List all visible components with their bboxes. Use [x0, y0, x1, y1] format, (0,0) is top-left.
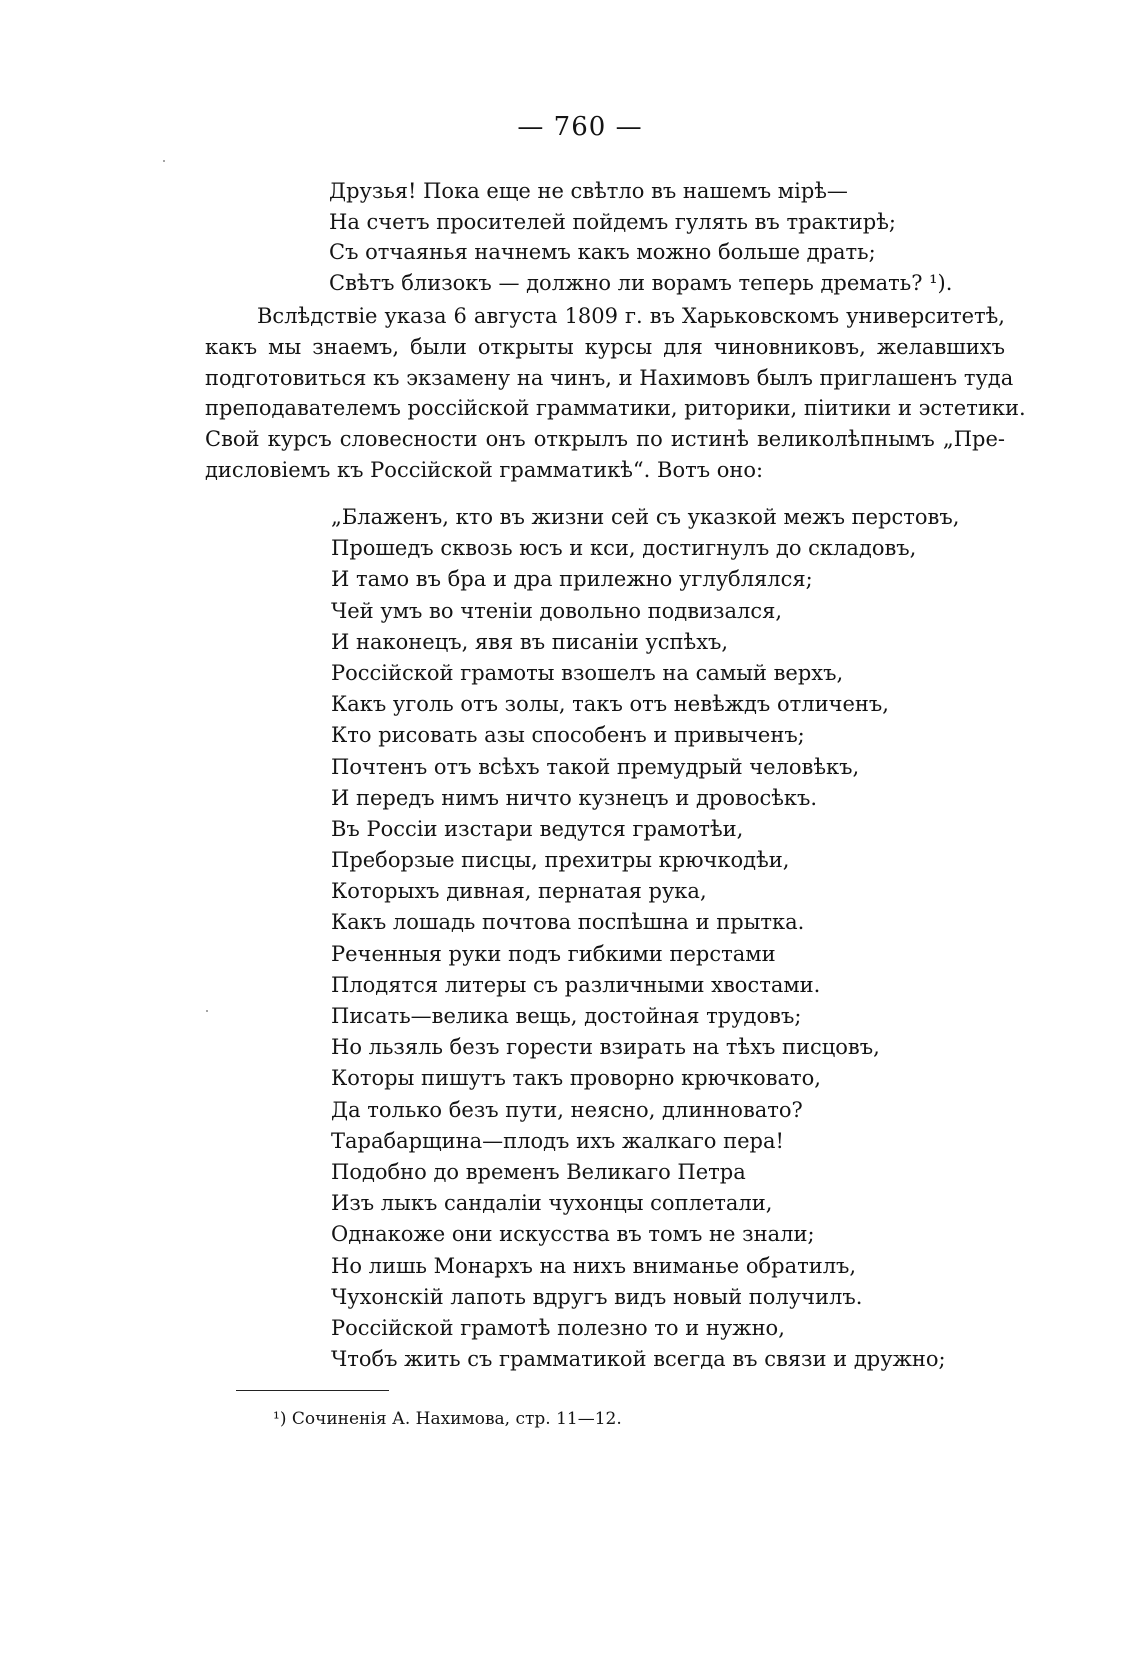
verse-line: Какъ лошадь почтова поспѣшна и прытка.: [331, 910, 805, 935]
verse-line: Тарабарщина—плодъ ихъ жалкаго пера!: [331, 1128, 784, 1153]
verse-line: Писать—велика вещь, достойная трудовъ;: [331, 1004, 802, 1028]
verse-line: Чухонскій лапоть вдругъ видъ новый получилъ.: [331, 1284, 863, 1309]
verse-line: Да только безъ пути, неясно, длинновато?: [331, 1097, 803, 1122]
verse-line: И наконецъ, явя въ писаніи успѣхъ,: [331, 629, 729, 654]
verse-line: На счетъ просителей пойдемъ гулять въ трактирѣ;: [329, 209, 896, 234]
scan-speck: [206, 1010, 208, 1012]
verse-line: Съ отчаянья начнемъ какъ можно больше драть;: [329, 240, 876, 265]
verse-line: Чей умъ во чтеніи довольно подвизался,: [331, 598, 783, 623]
verse-line: Свѣтъ близокъ — должно ли ворамъ теперь дремать? ¹).: [329, 270, 953, 295]
verse-line: Которы пишутъ такъ проворно крючковато,: [331, 1066, 821, 1091]
verse-line: Россійской грамоты взошелъ на самый верхъ,: [331, 660, 844, 685]
verse-line: Преборзые писцы, прехитры крючкодѣи,: [331, 848, 790, 873]
verse-line: И тамо въ бра и дра прилежно углублялся;: [331, 567, 813, 592]
verse-line: Чтобъ жить съ грамматикой всегда въ связи и дружно;: [331, 1347, 946, 1372]
verse-line: Въ Россіи изстари ведутся грамотѣи,: [331, 816, 744, 841]
verse-line: Кто рисовать азы способенъ и привыченъ;: [331, 723, 805, 748]
verse-line: И передъ нимъ ничто кузнецъ и дровосѣкъ.: [331, 785, 818, 810]
page-number: — 760 —: [517, 112, 643, 142]
verse-line: Россійской грамотѣ полезно то и нужно,: [331, 1315, 785, 1340]
verse-line: Однакоже они искусства въ томъ не знали;: [331, 1222, 815, 1247]
verse-line: Почтенъ отъ всѣхъ такой премудрый человѣкъ,: [331, 754, 860, 779]
verse-line: Изъ лыкъ сандаліи чухонцы соплетали,: [331, 1191, 773, 1216]
verse-line: Прошедъ сквозь юсъ и кси, достигнулъ до складовъ,: [331, 536, 917, 561]
prose-line: преподавателемъ россійской грамматики, риторики, піитики и эстетики.: [205, 396, 1026, 421]
verse-line: Какъ уголь отъ золы, такъ отъ невѣждъ отличенъ,: [331, 692, 889, 717]
verse-one: [329, 176, 952, 298]
verse-line: Реченныя руки подъ гибкими перстами: [331, 941, 776, 966]
footnote-rule: [236, 1390, 389, 1391]
verse-line: Плодятся литеры съ различными хвостами.: [331, 972, 821, 997]
prose-line: дисловіемъ къ Россійской грамматикѣ“. Вотъ оно:: [205, 457, 764, 482]
verse-line: Друзья! Пока еще не свѣтло въ нашемъ мірѣ—: [329, 179, 848, 203]
prose-paragraph: [205, 301, 1026, 486]
prose-line: какъ мы знаемъ, были открыты курсы для чиновниковъ, желавшихъ: [205, 334, 1005, 359]
footnote: ¹) Сочиненія А. Нахимова, стр. 11—12.: [273, 1409, 622, 1429]
prose-line: подготовиться къ экзамену на чинъ, и Нахимовъ былъ приглашенъ туда: [205, 365, 1014, 390]
verse-line: Но лишь Монархъ на нихъ вниманье обратилъ,: [331, 1253, 857, 1278]
verse-line: Которыхъ дивная, пернатая рука,: [331, 879, 707, 904]
verse-two: [331, 502, 959, 1375]
prose-line: Вслѣдствіе указа 6 августа 1809 г. въ Харьковскомъ университетѣ,: [257, 304, 1005, 328]
scan-speck: [163, 160, 165, 162]
prose-line: Свой курсъ словесности онъ открылъ по истинѣ великолѣпнымъ „Пре-: [205, 427, 1005, 452]
verse-line: Подобно до временъ Великаго Петра: [331, 1159, 746, 1184]
verse-line: „Блаженъ, кто въ жизни сей съ указкой межъ перстовъ,: [331, 505, 960, 529]
verse-line: Но льзяль безъ горести взирать на тѣхъ писцовъ,: [331, 1035, 880, 1060]
